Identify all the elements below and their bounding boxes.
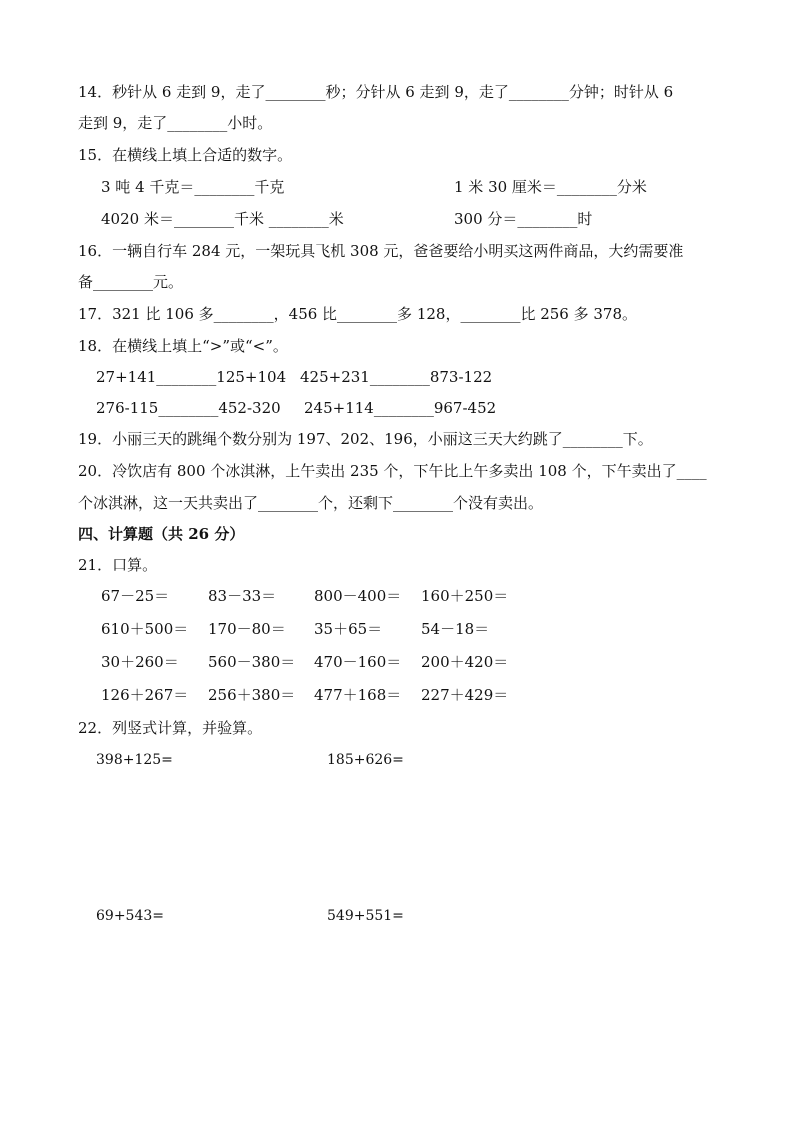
q20-line-1: 20．冷饮店有 800 个冰淇淋，上午卖出 235 个，下午比上午多卖出 108 个，下午卖出了____ — [78, 462, 707, 480]
oral-item: 610＋500＝ — [101, 620, 189, 638]
q18-item-c: 276-115________452-320 — [96, 399, 281, 417]
oral-item: 160＋250＝ — [421, 587, 509, 605]
oral-item: 477＋168＝ — [314, 686, 402, 704]
q18-item-a: 27+141________125+104 — [96, 368, 287, 386]
q16-line-1: 16．一辆自行车 284 元，一架玩具飞机 308 元，爸爸要给小明买这两件商品，大约需要准 — [78, 242, 684, 260]
oral-item: 35＋65＝ — [314, 620, 383, 638]
oral-item: 560－380＝ — [208, 653, 296, 671]
q18-item-d: 245+114________967-452 — [304, 399, 497, 417]
oral-item: 256＋380＝ — [208, 686, 296, 704]
q21-title: 21．口算。 — [78, 556, 158, 574]
q15-item-a: 3 吨 4 千克＝________千克 — [101, 178, 285, 196]
q15-title: 15．在横线上填上合适的数字。 — [78, 146, 293, 164]
q22-title: 22．列竖式计算，并验算。 — [78, 719, 263, 737]
question-17: 17．321 比 106 多________，456 比________多 128，________比 256 多 378。 — [78, 305, 638, 323]
oral-item: 83－33＝ — [208, 587, 277, 605]
q15-item-c: 4020 米＝________千米 ________米 — [101, 210, 344, 228]
oral-item: 67－25＝ — [101, 587, 170, 605]
section-4-heading: 四、计算题（共 26 分） — [78, 525, 245, 543]
q15-item-b: 1 米 30 厘米＝________分米 — [454, 178, 647, 196]
q18-title: 18．在横线上填上“>”或“<”。 — [78, 337, 288, 355]
oral-item: 227＋429＝ — [421, 686, 509, 704]
oral-item: 126＋267＝ — [101, 686, 189, 704]
oral-item: 470－160＝ — [314, 653, 402, 671]
q20-line-2: 个冰淇淋，这一天共卖出了________个，还剩下________个没有卖出。 — [78, 494, 544, 512]
q18-item-b: 425+231________873-122 — [300, 368, 493, 386]
oral-item: 30＋260＝ — [101, 653, 179, 671]
vertical-calc-item: 549+551= — [327, 908, 404, 924]
q14-line-2: 走到 9，走了________小时。 — [78, 114, 273, 132]
oral-item: 170－80＝ — [208, 620, 286, 638]
vertical-calc-item: 69+543= — [96, 908, 164, 924]
oral-item: 54－18＝ — [421, 620, 490, 638]
vertical-calc-item: 185+626= — [327, 752, 404, 768]
oral-item: 200＋420＝ — [421, 653, 509, 671]
question-19: 19．小丽三天的跳绳个数分别为 197、202、196，小丽这三天大约跳了________下。 — [78, 430, 653, 448]
q14-line-1: 14．秒针从 6 走到 9，走了________秒；分针从 6 走到 9，走了________分钟；时针从 6 — [78, 83, 674, 101]
q16-line-2: 备________元。 — [78, 273, 184, 291]
vertical-calc-item: 398+125= — [96, 752, 173, 768]
oral-item: 800－400＝ — [314, 587, 402, 605]
q15-item-d: 300 分＝________时 — [454, 210, 593, 228]
